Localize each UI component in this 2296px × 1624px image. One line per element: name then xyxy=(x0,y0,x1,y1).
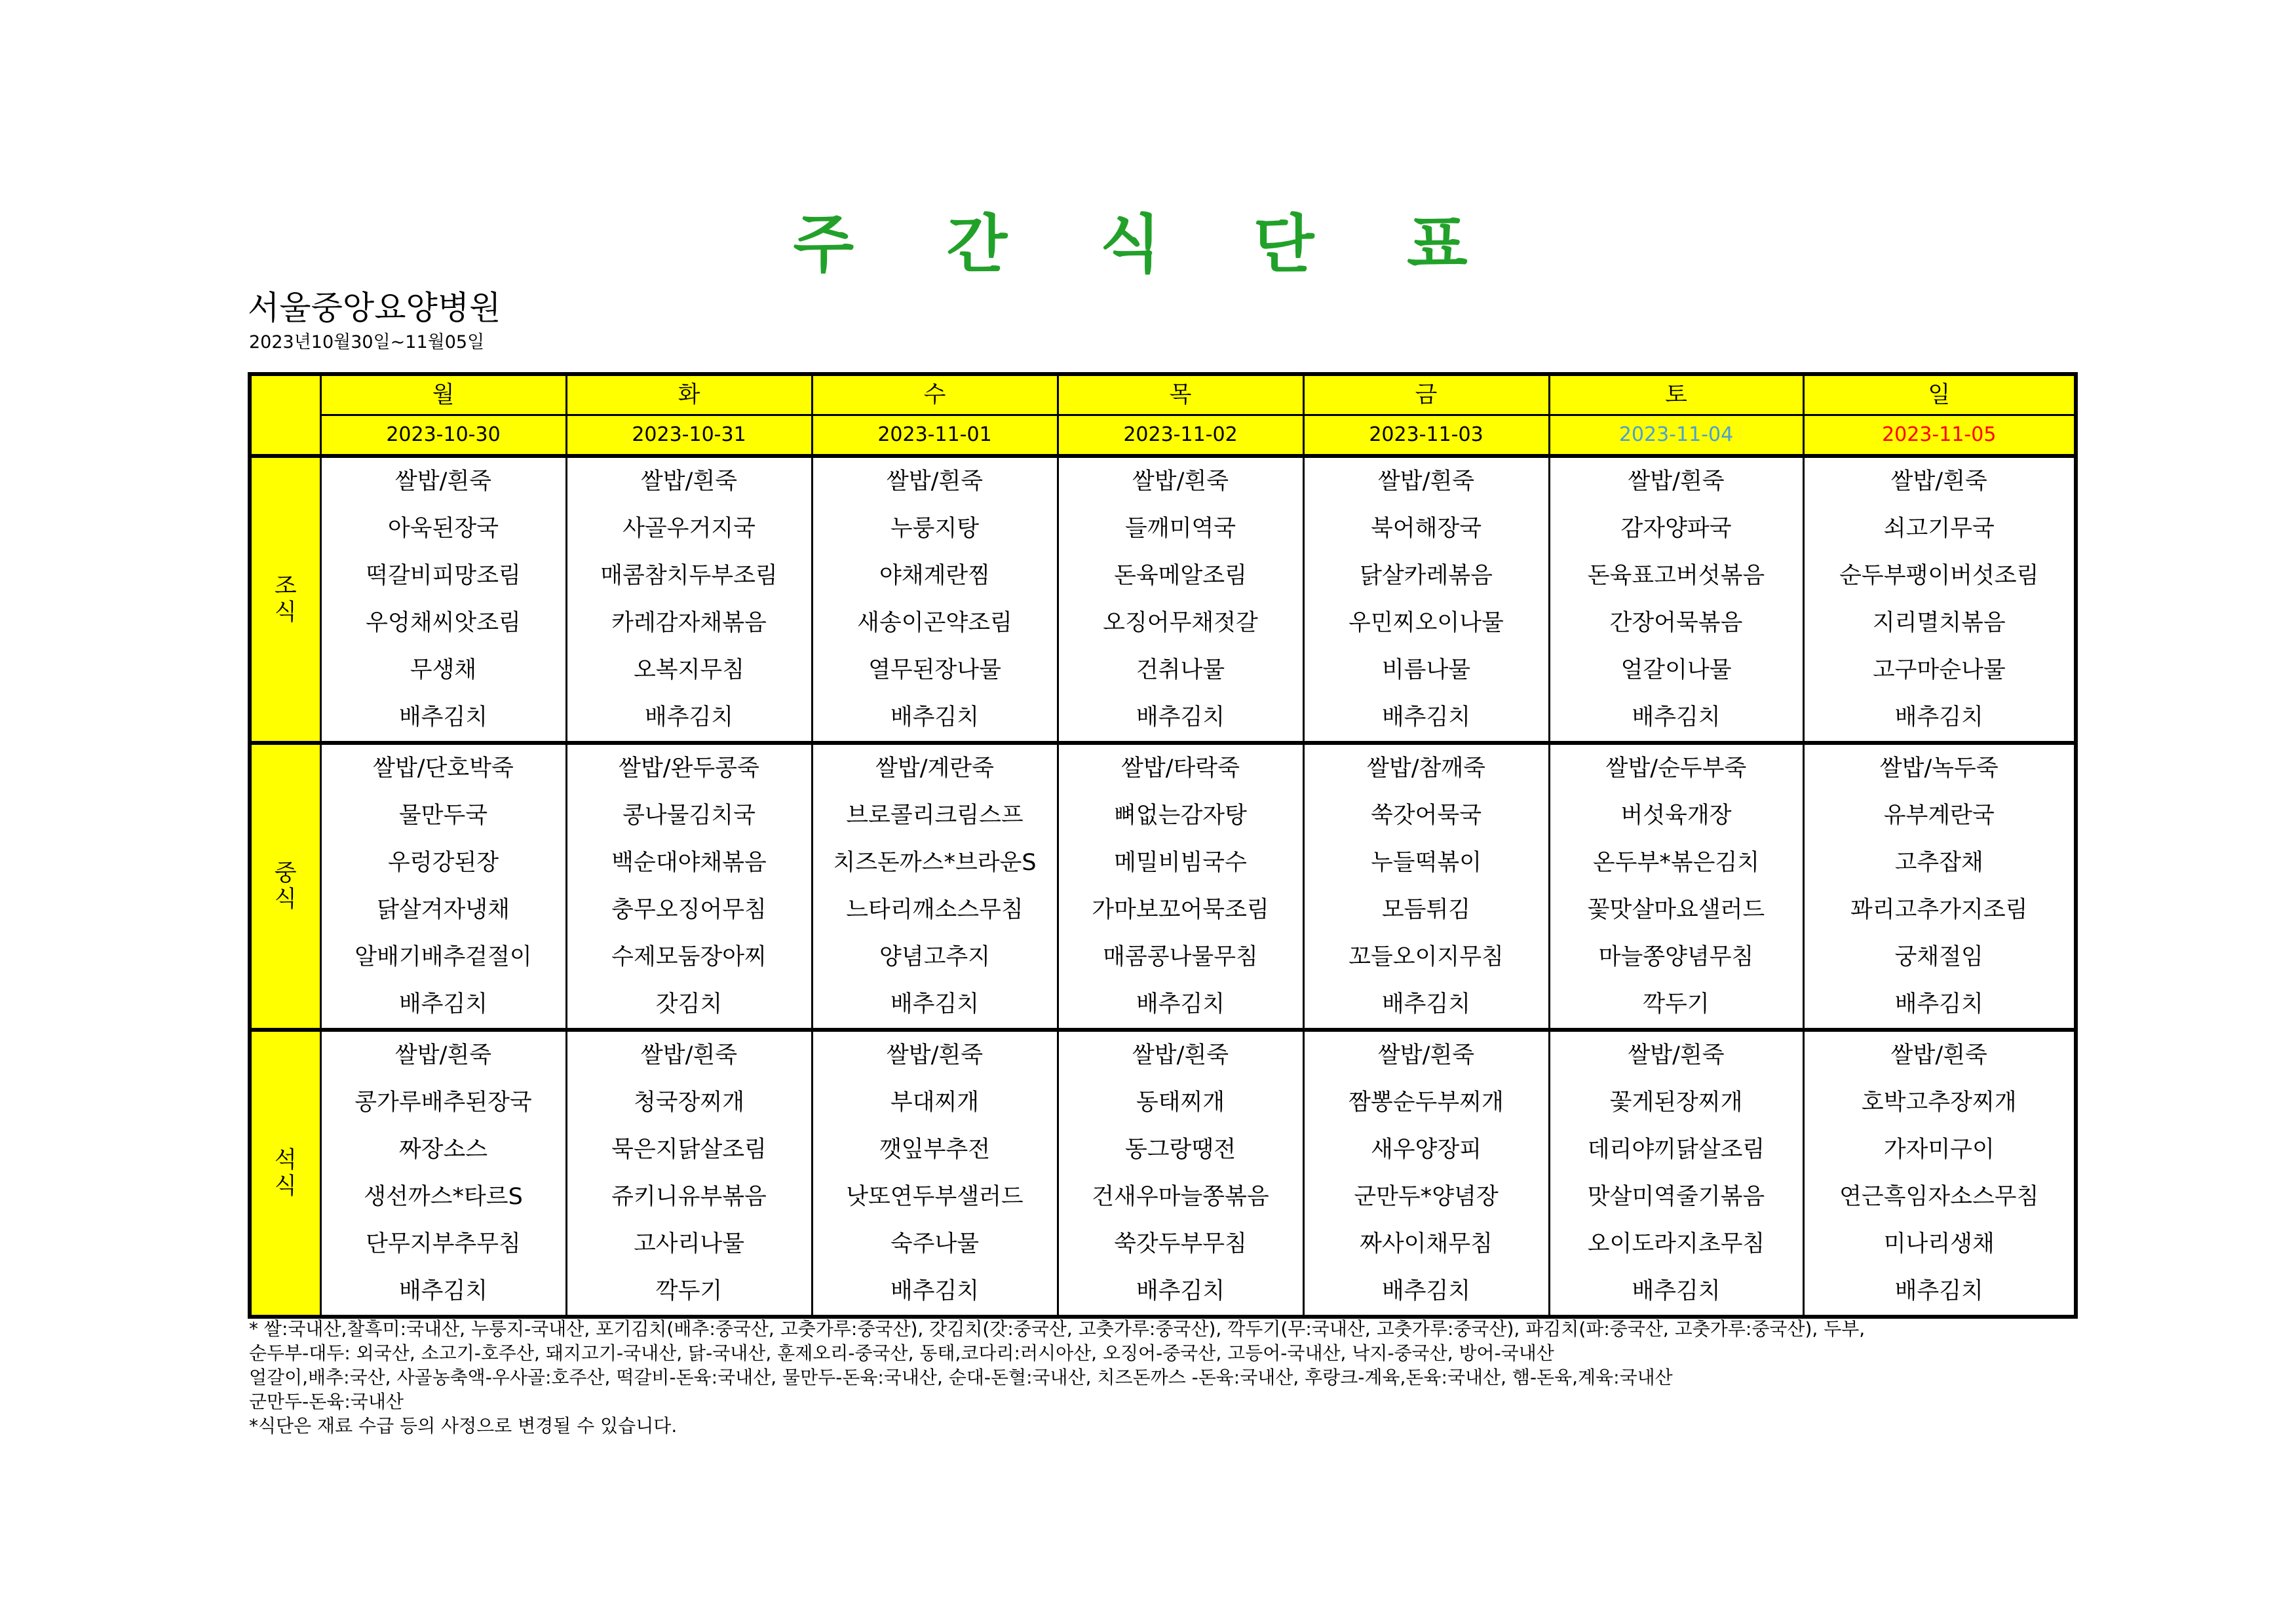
menu-item: 아욱된장국 xyxy=(320,505,566,552)
menu-item: 쇠고기무국 xyxy=(1803,505,2076,552)
date-header: 2023-11-04 xyxy=(1549,415,1803,457)
menu-item: 쌀밥/흰죽 xyxy=(1549,1030,1803,1079)
menu-item: 쌀밥/참깨죽 xyxy=(1303,743,1549,792)
menu-item: 배추김치 xyxy=(1058,981,1303,1030)
menu-item: 닭살카레볶음 xyxy=(1303,552,1549,599)
menu-item: 꼬들오이지무침 xyxy=(1303,934,1549,981)
menu-item: 북어해장국 xyxy=(1303,505,1549,552)
meal-label xyxy=(250,743,320,1030)
menu-item: 오징어무채젓갈 xyxy=(1058,599,1303,647)
note-line: * 쌀:국내산,찰흑미:국내산, 누룽지-국내산, 포기김치(배추:중국산, 고춧가루:중국산), 갓김치(갓:중국산, 고춧가루:중국산), 깍두기(무:국내산, 고춧가루:중국산), 파김치(파:중국산, 고춧가루:중국산), 두부, xyxy=(249,1318,1866,1340)
menu-item: 생선까스*타르S xyxy=(320,1173,566,1220)
menu-item: 꽃맛살마요샐러드 xyxy=(1549,886,1803,934)
menu-item: 우엉채씨앗조림 xyxy=(320,599,566,647)
menu-item: 배추김치 xyxy=(1803,1268,2076,1317)
menu-item: 쌀밥/흰죽 xyxy=(566,456,812,505)
menu-item: 우민찌오이나물 xyxy=(1303,599,1549,647)
menu-item: 오이도라지초무침 xyxy=(1549,1220,1803,1268)
menu-item: 쌀밥/흰죽 xyxy=(1803,456,2076,505)
menu-item: 알배기배추겉절이 xyxy=(320,934,566,981)
note-line: *식단은 재료 수급 등의 사정으로 변경될 수 있습니다. xyxy=(249,1415,678,1437)
menu-item: 배추김치 xyxy=(1549,694,1803,743)
menu-item: 메밀비빔국수 xyxy=(1058,839,1303,886)
menu-item: 쌀밥/흰죽 xyxy=(1549,456,1803,505)
menu-item: 단무지부추무침 xyxy=(320,1220,566,1268)
menu-item: 지리멸치볶음 xyxy=(1803,599,2076,647)
menu-item: 충무오징어무침 xyxy=(566,886,812,934)
menu-item: 새송이곤약조림 xyxy=(812,599,1058,647)
hospital-name: 서울중앙요양병원 xyxy=(248,289,501,327)
menu-item: 물만두국 xyxy=(320,792,566,839)
menu-item: 꽈리고추가지조림 xyxy=(1803,886,2076,934)
menu-item: 배추김치 xyxy=(1303,694,1549,743)
menu-item: 고사리나물 xyxy=(566,1220,812,1268)
menu-item: 건취나물 xyxy=(1058,647,1303,694)
menu-item: 배추김치 xyxy=(812,1268,1058,1317)
menu-item: 가자미구이 xyxy=(1803,1126,2076,1173)
menu-item: 쌀밥/흰죽 xyxy=(1303,456,1549,505)
day-header: 토 xyxy=(1549,374,1803,415)
menu-item: 누들떡볶이 xyxy=(1303,839,1549,886)
menu-item: 고추잡채 xyxy=(1803,839,2076,886)
menu-item: 숙주나물 xyxy=(812,1220,1058,1268)
date-header: 2023-10-31 xyxy=(566,415,812,457)
meal-label-text: 석 식 xyxy=(274,1147,297,1199)
menu-item: 배추김치 xyxy=(1303,1268,1549,1317)
meal-label xyxy=(250,1030,320,1317)
menu-item: 미나리생채 xyxy=(1803,1220,2076,1268)
menu-item: 청국장찌개 xyxy=(566,1079,812,1126)
menu-item: 깍두기 xyxy=(1549,981,1803,1030)
menu-item: 연근흑임자소스무침 xyxy=(1803,1173,2076,1220)
page-title: 주 간 식 단 표 xyxy=(793,208,1503,281)
menu-item: 돈육메알조림 xyxy=(1058,552,1303,599)
menu-item: 쌀밥/흰죽 xyxy=(1058,456,1303,505)
menu-item: 마늘쫑양념무침 xyxy=(1549,934,1803,981)
menu-item: 쌀밥/완두콩죽 xyxy=(566,743,812,792)
menu-item: 들깨미역국 xyxy=(1058,505,1303,552)
menu-item: 배추김치 xyxy=(320,981,566,1030)
date-header: 2023-11-03 xyxy=(1303,415,1549,457)
day-header: 화 xyxy=(566,374,812,415)
day-header: 금 xyxy=(1303,374,1549,415)
menu-item: 콩가루배추된장국 xyxy=(320,1079,566,1126)
menu-item: 배추김치 xyxy=(1549,1268,1803,1317)
menu-item: 가마보꼬어묵조림 xyxy=(1058,886,1303,934)
menu-item: 쌀밥/순두부죽 xyxy=(1549,743,1803,792)
meal-label-text: 조 식 xyxy=(274,573,297,626)
menu-item: 배추김치 xyxy=(1058,694,1303,743)
menu-item: 감자양파국 xyxy=(1549,505,1803,552)
menu-item: 쌀밥/흰죽 xyxy=(1803,1030,2076,1079)
menu-item: 무생채 xyxy=(320,647,566,694)
menu-item: 배추김치 xyxy=(320,1268,566,1317)
day-header: 수 xyxy=(812,374,1058,415)
menu-item: 쌀밥/흰죽 xyxy=(1303,1030,1549,1079)
menu-item: 부대찌개 xyxy=(812,1079,1058,1126)
menu-item: 배추김치 xyxy=(1303,981,1549,1030)
menu-item: 깻잎부추전 xyxy=(812,1126,1058,1173)
menu-item: 유부계란국 xyxy=(1803,792,2076,839)
menu-item: 백순대야채볶음 xyxy=(566,839,812,886)
menu-item: 떡갈비피망조림 xyxy=(320,552,566,599)
menu-item: 쌀밥/계란죽 xyxy=(812,743,1058,792)
menu-item: 동태찌개 xyxy=(1058,1079,1303,1126)
date-header: 2023-11-02 xyxy=(1058,415,1303,457)
menu-item: 뼈없는감자탕 xyxy=(1058,792,1303,839)
menu-item: 건새우마늘쫑볶음 xyxy=(1058,1173,1303,1220)
note-line: 얼갈이,배추:국산, 사골농축액-우사골:호주산, 떡갈비-돈육:국내산, 물만두-돈육:국내산, 순대-돈혈:국내산, 치즈돈까스 -돈육:국내산, 후랑크-계육,돈육:국내산, 햄-돈육,계육:국내산 xyxy=(249,1367,1673,1388)
note-line: 군만두-돈육:국내산 xyxy=(249,1391,404,1412)
meal-label-text: 중 식 xyxy=(274,860,297,913)
menu-item: 돈육표고버섯볶음 xyxy=(1549,552,1803,599)
menu-item: 맛살미역줄기볶음 xyxy=(1549,1173,1803,1220)
menu-item: 배추김치 xyxy=(1058,1268,1303,1317)
menu-item: 쌀밥/단호박죽 xyxy=(320,743,566,792)
menu-item: 군만두*양념장 xyxy=(1303,1173,1549,1220)
menu-item: 쑥갓두부무침 xyxy=(1058,1220,1303,1268)
menu-item: 호박고추장찌개 xyxy=(1803,1079,2076,1126)
menu-item: 순두부팽이버섯조림 xyxy=(1803,552,2076,599)
menu-item: 치즈돈까스*브라운S xyxy=(812,839,1058,886)
day-header: 목 xyxy=(1058,374,1303,415)
menu-item: 배추김치 xyxy=(1803,694,2076,743)
menu-item: 모듬튀김 xyxy=(1303,886,1549,934)
menu-item: 온두부*볶은김치 xyxy=(1549,839,1803,886)
date-header: 2023-10-30 xyxy=(320,415,566,457)
menu-item: 배추김치 xyxy=(812,694,1058,743)
menu-item: 쌀밥/녹두죽 xyxy=(1803,743,2076,792)
menu-item: 궁채절임 xyxy=(1803,934,2076,981)
menu-item: 배추김치 xyxy=(1803,981,2076,1030)
menu-item: 양념고추지 xyxy=(812,934,1058,981)
menu-item: 사골우거지국 xyxy=(566,505,812,552)
menu-item: 갓김치 xyxy=(566,981,812,1030)
menu-item: 카레감자채볶음 xyxy=(566,599,812,647)
day-header: 월 xyxy=(320,374,566,415)
menu-item: 버섯육개장 xyxy=(1549,792,1803,839)
menu-item: 수제모둠장아찌 xyxy=(566,934,812,981)
notes-section xyxy=(249,1317,2084,1438)
menu-item: 동그랑땡전 xyxy=(1058,1126,1303,1173)
menu-item: 느타리깨소스무침 xyxy=(812,886,1058,934)
menu-item: 쌀밥/흰죽 xyxy=(566,1030,812,1079)
weekly-menu-table xyxy=(248,372,2078,1319)
menu-item: 쌀밥/흰죽 xyxy=(1058,1030,1303,1079)
menu-item: 배추김치 xyxy=(812,981,1058,1030)
menu-item: 새우양장피 xyxy=(1303,1126,1549,1173)
menu-item: 낫또연두부샐러드 xyxy=(812,1173,1058,1220)
menu-item: 쑥갓어묵국 xyxy=(1303,792,1549,839)
menu-item: 누룽지탕 xyxy=(812,505,1058,552)
menu-item: 고구마순나물 xyxy=(1803,647,2076,694)
menu-item: 묵은지닭살조림 xyxy=(566,1126,812,1173)
note-line: 순두부-대두: 외국산, 소고기-호주산, 돼지고기-국내산, 닭-국내산, 훈제오리-중국산, 동태,코다리:러시아산, 오징어-중국산, 고등어-국내산, 낙지-중국산, 방어-국내산 xyxy=(249,1342,1554,1364)
menu-item: 얼갈이나물 xyxy=(1549,647,1803,694)
menu-item: 비름나물 xyxy=(1303,647,1549,694)
menu-item: 간장어묵볶음 xyxy=(1549,599,1803,647)
day-header: 일 xyxy=(1803,374,2076,415)
date-header: 2023-11-01 xyxy=(812,415,1058,457)
menu-item: 쥬키니유부볶음 xyxy=(566,1173,812,1220)
menu-item: 쌀밥/타락죽 xyxy=(1058,743,1303,792)
menu-item: 야채계란찜 xyxy=(812,552,1058,599)
menu-item: 브로콜리크림스프 xyxy=(812,792,1058,839)
menu-item: 배추김치 xyxy=(566,694,812,743)
date-header: 2023-11-05 xyxy=(1803,415,2076,457)
menu-period: 2023년10월30일~11월05일 xyxy=(249,332,485,352)
menu-item: 쌀밥/흰죽 xyxy=(812,456,1058,505)
menu-item: 콩나물김치국 xyxy=(566,792,812,839)
menu-item: 깍두기 xyxy=(566,1268,812,1317)
menu-item: 짜장소스 xyxy=(320,1126,566,1173)
menu-item: 쌀밥/흰죽 xyxy=(320,1030,566,1079)
menu-item: 쌀밥/흰죽 xyxy=(812,1030,1058,1079)
menu-item: 짬뽕순두부찌개 xyxy=(1303,1079,1549,1126)
menu-item: 매콤콩나물무침 xyxy=(1058,934,1303,981)
menu-item: 쌀밥/흰죽 xyxy=(320,456,566,505)
menu-item: 오복지무침 xyxy=(566,647,812,694)
menu-item: 데리야끼닭살조림 xyxy=(1549,1126,1803,1173)
meal-label xyxy=(250,456,320,743)
menu-item: 배추김치 xyxy=(320,694,566,743)
menu-item: 열무된장나물 xyxy=(812,647,1058,694)
header-corner xyxy=(250,374,320,456)
menu-item: 꽃게된장찌개 xyxy=(1549,1079,1803,1126)
menu-item: 매콤참치두부조림 xyxy=(566,552,812,599)
menu-item: 닭살겨자냉채 xyxy=(320,886,566,934)
menu-item: 우렁강된장 xyxy=(320,839,566,886)
menu-item: 짜사이채무침 xyxy=(1303,1220,1549,1268)
